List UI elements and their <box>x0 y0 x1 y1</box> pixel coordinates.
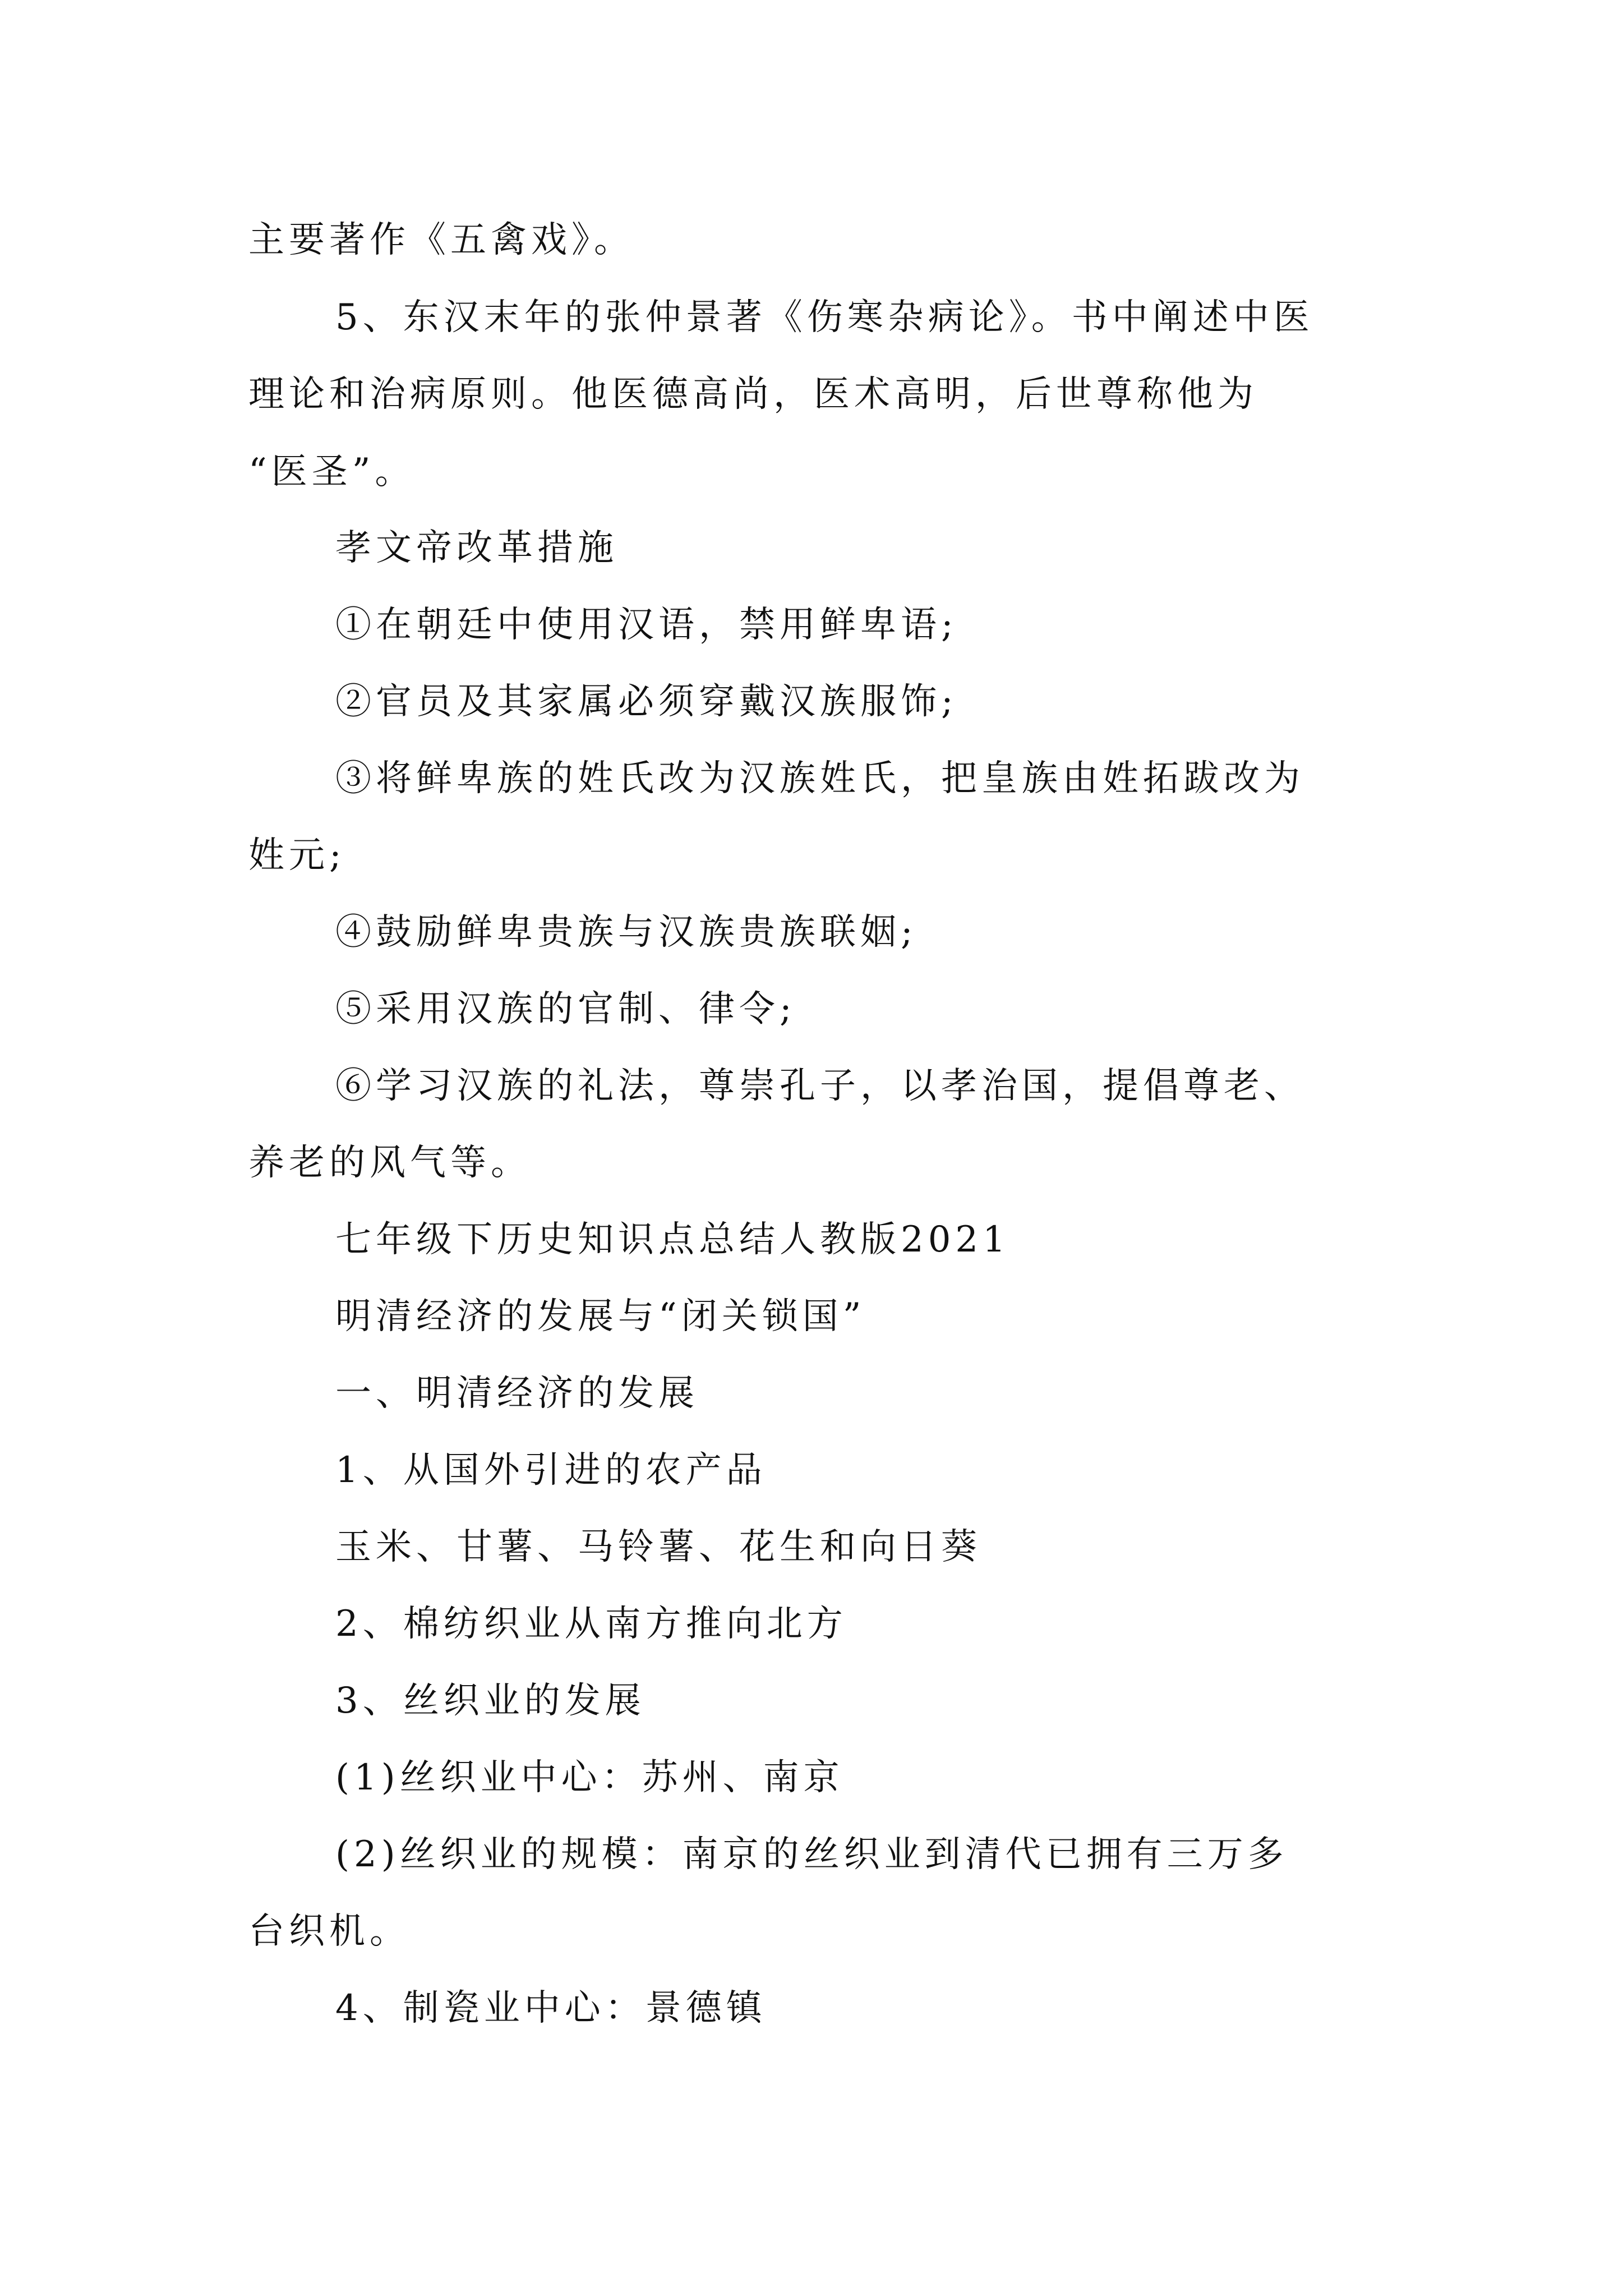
text-line: 玉米、甘薯、马铃薯、花生和向日葵 <box>335 1526 981 1568</box>
text-line: 2、棉纺织业从南方推向北方 <box>335 1603 847 1645</box>
text-line: ⑤采用汉族的官制、律令; <box>335 988 796 1030</box>
text-line: 孝文帝改革措施 <box>335 527 618 569</box>
text-line: 姓元; <box>248 835 346 876</box>
text-line: 5、东汉末年的张仲景著《伤寒杂病论》。书中阐述中医 <box>335 297 1314 338</box>
text-line: ③将鲜卑族的姓氏改为汉族姓氏，把皇族由姓拓跋改为 <box>335 758 1304 799</box>
text-line: ①在朝廷中使用汉语，禁用鲜卑语; <box>335 604 958 646</box>
text-line: ④鼓励鲜卑贵族与汉族贵族联姻; <box>335 912 917 953</box>
text-line: 七年级下历史知识点总结人教版2021 <box>335 1219 1010 1260</box>
text-line: 养老的风气等。 <box>248 1142 531 1184</box>
text-line: 主要著作《五禽戏》。 <box>248 219 634 261</box>
text-line: 台织机。 <box>248 1911 410 1952</box>
text-line: (2)丝织业的规模：南京的丝织业到清代已拥有三万多 <box>335 1834 1288 1875</box>
text-line: 明清经济的发展与“闭关锁国” <box>335 1296 866 1337</box>
text-line: 1、从国外引进的农产品 <box>335 1450 767 1491</box>
text-line: 一、明清经济的发展 <box>335 1373 699 1414</box>
text-line: “医圣”。 <box>248 451 416 493</box>
text-line: 理论和治病原则。他医德高尚，医术高明，后世尊称他为 <box>248 374 1258 415</box>
text-line: ②官员及其家属必须穿戴汉族服饰; <box>335 681 958 723</box>
text-line: 3、丝织业的发展 <box>335 1680 645 1722</box>
text-line: ⑥学习汉族的礼法，尊崇孔子，以孝治国，提倡尊老、 <box>335 1065 1304 1107</box>
text-line: 4、制瓷业中心：景德镇 <box>335 1987 767 2029</box>
text-line: (1)丝织业中心：苏州、南京 <box>335 1757 844 1798</box>
